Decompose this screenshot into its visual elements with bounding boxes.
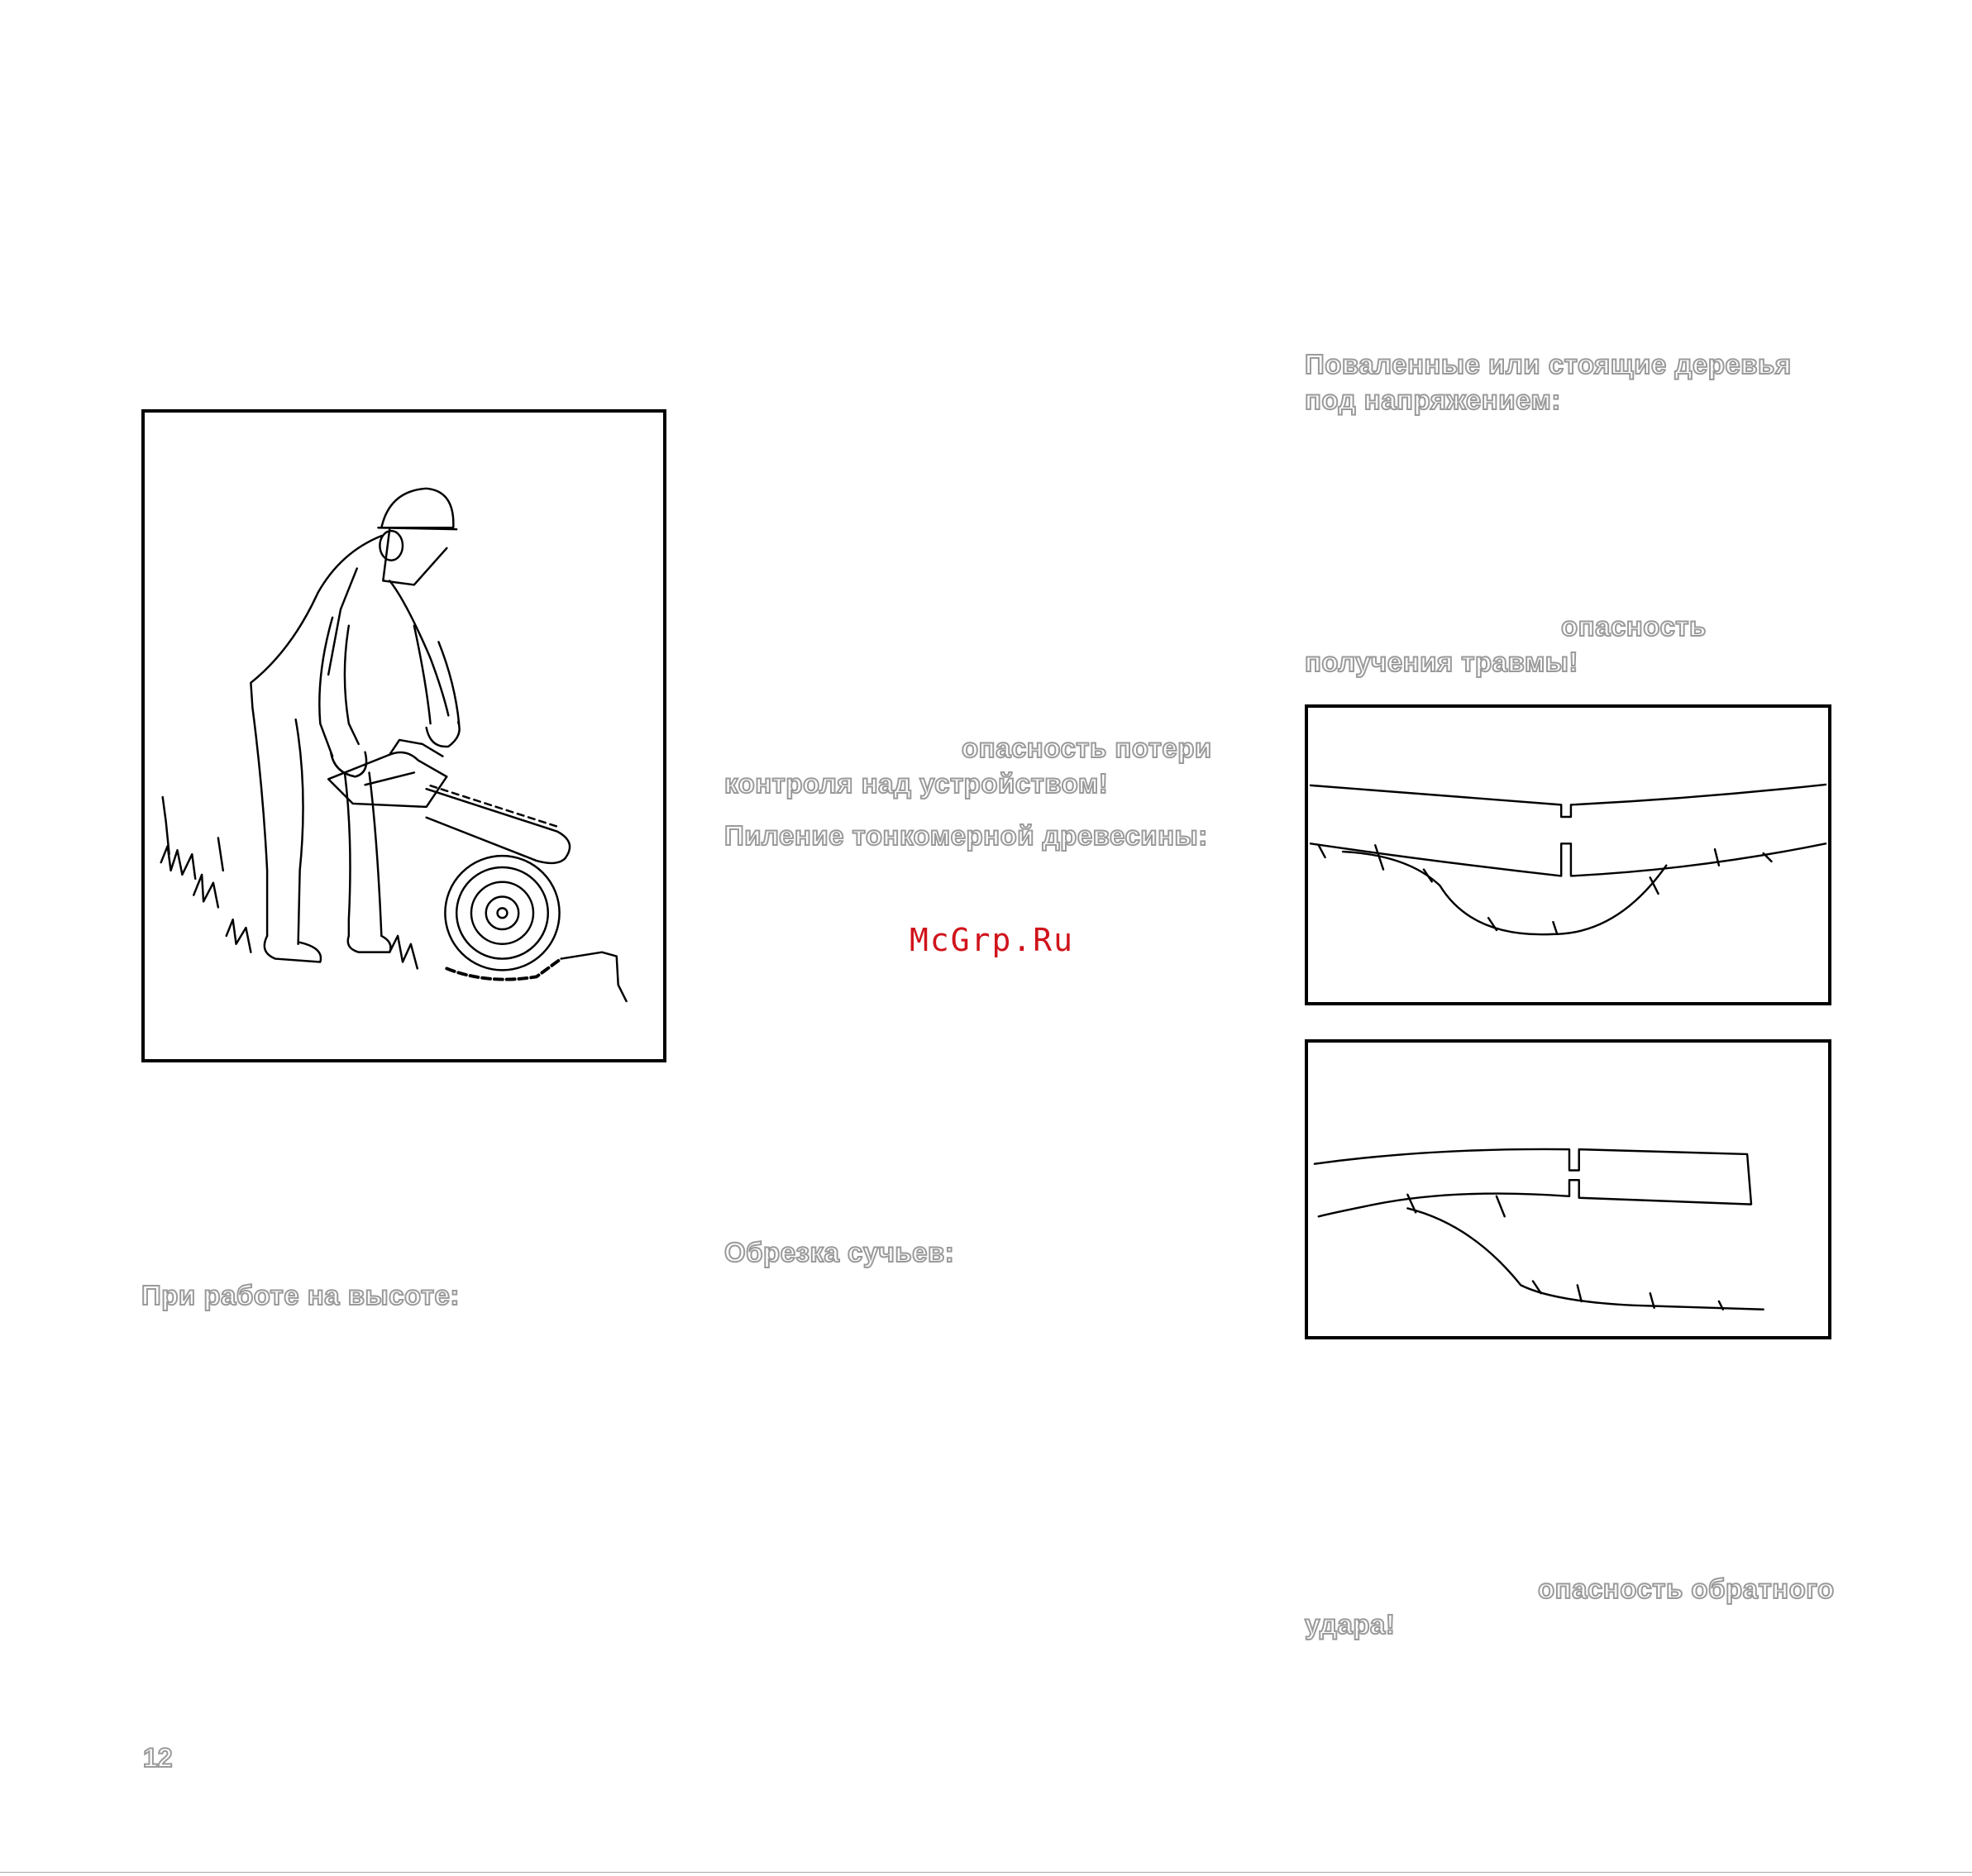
trees-tension-heading-line2: под напряжением: (1305, 384, 1561, 415)
figure-operator-sawing (141, 409, 666, 1062)
height-work-heading: При работе на высоте: (141, 1280, 460, 1310)
branch-trimming-heading: Обрезка сучьев: (724, 1237, 955, 1267)
page-number: 12 (143, 1743, 173, 1773)
trees-tension-heading-line1: Поваленные или стоящие деревья (1305, 349, 1792, 379)
operator-illustration (145, 413, 663, 1059)
loss-of-control-line1: опасность потери (962, 733, 1212, 763)
kickback-warning-line1: опасность обратного (1538, 1573, 1835, 1604)
kickback-warning-line2: удара! (1305, 1609, 1396, 1640)
figure-log-tension-top (1305, 704, 1831, 1005)
injury-warning-line2: получения травмы! (1305, 647, 1578, 677)
figure-log-tension-bottom (1305, 1039, 1831, 1339)
bottom-rule (0, 1872, 1972, 1873)
watermark: McGrp.Ru (910, 922, 1075, 958)
log-tension-bottom-illustration (1308, 1043, 1828, 1336)
thin-wood-heading: Пиление тонкомерной древесины: (724, 820, 1208, 851)
log-tension-top-illustration (1308, 708, 1828, 1002)
loss-of-control-line2: контроля над устройством! (724, 768, 1109, 799)
injury-warning-line1: опасность (1561, 611, 1707, 642)
